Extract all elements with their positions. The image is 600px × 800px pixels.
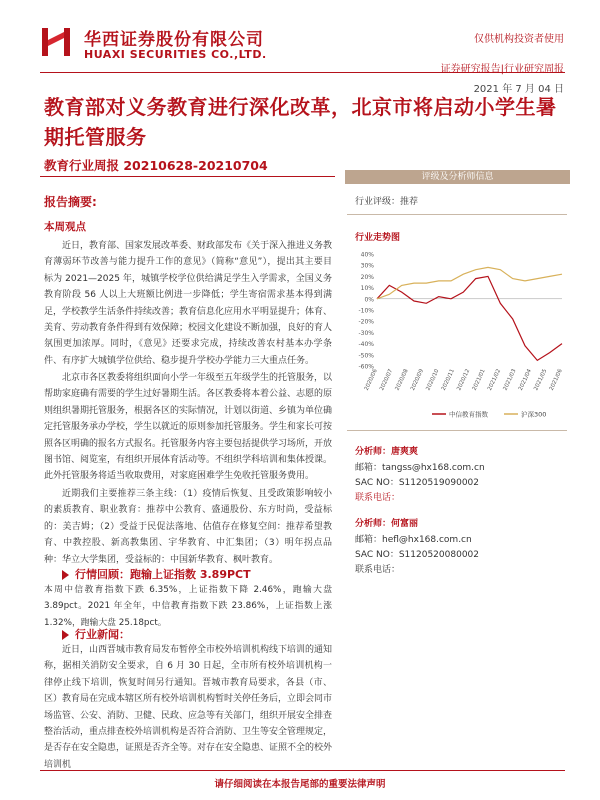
y-tick-label: -10% <box>358 307 374 315</box>
chart-label: 行业走势图 <box>355 233 401 243</box>
report-subtitle: 教育行业周报 20210628-20210704 <box>44 158 268 173</box>
week-view-label: 本周观点 <box>44 221 86 233</box>
y-tick-label: -20% <box>358 318 374 326</box>
analyst1-name: 分析师：唐爽爽 <box>355 447 419 457</box>
paragraph-3: 近期我们主要推荐三条主线：（1）疫情后恢复、且受政策影响较小的素质教育、职业教育：推荐中公教育、盛通股份、东方时尚，受益标的：美吉姆；（2）受益于民促法落地、估值存在修复空间：推荐希望教育、中教控股、新高教集团、宇华教育、中汇集团；（3）明年拐点品种：华立大学集团，受益标的：中国新华教育、枫叶教育。 <box>44 489 332 565</box>
industry-news-text: 近日，山西晋城市教育局发布暂停全市校外培训机构线下培训的通知称，据相关消防安全要求，自 6 月 30 日起，全市所有校外培训机构一律停止线下培训，恢复时间另行通知。晋城市教育局要求，各县（市、区）教育局在完成本辖区所有校外培训机构暂时关停任务后，立即会同市场监管、公安、消防、卫健、民政、应急等有关部门，组织开展安全排查整治活动，重点排查校外培训机构是否符合消防、卫生等安全管理规定，是否存在安全隐患，证照是否齐全等。对存在安全隐患、证照不全的校外培训机 <box>44 645 333 770</box>
legend-label: 沪深300 <box>521 410 547 419</box>
x-tick-label: 2021/01 <box>471 368 487 392</box>
analyst2-email: 邮箱：hefl@hx168.com.cn <box>355 535 472 545</box>
industry-trend-chart <box>347 248 570 423</box>
market-review-heading: 行情回顾：跑输上证指数 3.89PCT <box>62 566 251 582</box>
report-category: 证券研究报告|行业研究周报 <box>440 64 564 75</box>
y-tick-label: -60% <box>358 363 374 371</box>
y-tick-label: 20% <box>360 273 374 281</box>
side-divider <box>347 214 567 215</box>
x-tick-label: 2020/09 <box>409 368 426 392</box>
x-tick-label: 2021/05 <box>533 368 549 392</box>
report-date: 2021 年 7 月 04 日 <box>473 84 564 95</box>
legend-label: 中信教育指数 <box>449 410 488 419</box>
arrow-icon <box>62 630 69 640</box>
analyst1-sac: SAC NO：S1120519090002 <box>355 478 479 488</box>
summary-label: 报告摘要: <box>44 195 97 209</box>
analyst2-name: 分析师：何富丽 <box>355 519 419 529</box>
arrow-icon <box>62 570 69 580</box>
y-tick-label: -40% <box>358 341 374 349</box>
company-name-en: HUAXI SECURITIES CO.,LTD. <box>84 48 267 61</box>
analyst2-phone: 联系电话： <box>355 565 401 575</box>
x-tick-label: 2021/02 <box>487 368 503 392</box>
x-tick-label: 2020/08 <box>394 368 410 392</box>
report-title: 教育部对义务教育进行深化改革，北京市将启动小学生暑期托管服务 <box>44 95 557 149</box>
distribution-note: 仅供机构投资者使用 <box>474 34 564 45</box>
side-divider <box>347 430 567 431</box>
legal-notice: 请仔细阅读在本报告尾部的重要法律声明 <box>214 779 386 790</box>
paragraph-1: 近日，教育部、国家发展改革委、财政部发布《关于深入推进义务教育薄弱环节改善与能力提升工作的意见》（简称“意见”），提出其主要目标为 2021—2025 年，城镇学校学位供给满足学生入学需求，全国义务教育阶段 56 人以上大班额比例进一步降低；学生寄宿需求基本得到满足，学校教学生活条件持续改善；教育信息化应用水平明显提升；体育、美育、劳动教育条件得到有效保障；校园文化建设不断加强，良好的育人氛围更加浓厚。同时，《意见》还要求完成，持续改善农村基本办学条件、有序扩大城镇学位供给、稳步提升学校办学能力三大重点任务。 <box>44 241 333 366</box>
x-tick-label: 2021/03 <box>502 368 518 392</box>
title-divider <box>40 176 335 177</box>
y-tick-label: 10% <box>360 285 374 293</box>
series-line <box>377 276 562 360</box>
company-name-cn: 华西证券股份有限公司 <box>84 30 264 50</box>
x-tick-label: 2021/04 <box>517 368 533 392</box>
analyst1-email: 邮箱：tangss@hx168.com.cn <box>355 463 485 473</box>
y-tick-label: 30% <box>360 262 374 270</box>
industry-news-heading: 行业新闻： <box>62 626 130 642</box>
x-tick-label: 2020/06 <box>363 368 379 392</box>
company-logo <box>40 26 72 58</box>
x-tick-label: 2020/11 <box>440 368 456 392</box>
analyst1-phone: 联系电话： <box>355 493 401 503</box>
x-tick-label: 2021/06 <box>548 368 564 392</box>
x-tick-label: 2020/07 <box>379 368 395 392</box>
analyst2-sac: SAC NO：S1120520080002 <box>355 550 479 560</box>
footer-divider <box>40 770 565 771</box>
y-tick-label: 0% <box>364 296 374 304</box>
y-tick-label: 40% <box>360 251 374 259</box>
x-tick-label: 2020/10 <box>425 368 441 392</box>
market-review-text: 本周中信教育指数下跌 6.35%，上证指数下降 2.46%，跑输大盘 3.89pct。2021 年全年，中信教育指数下跌 23.86%，上证指数上涨 1.32%，跑输大盘 25.18pct。 <box>44 585 332 628</box>
paragraph-2: 北京市各区教委将组织面向小学一年级至五年级学生的托管服务，以帮助家庭确有需要的学生过好暑期生活。各区教委将本着公益、志愿的原则组织暑期托管服务，根据各区的实际情况，计划以街道、乡镇为单位确定托管服务承办学校，学生以就近的原则参加托管服务。学生和家长可按照各区明确的报名方式报名。托管服务内容主要包括提供学习场所，开放图书馆、阅览室，有组织开展体育活动等。不组织学科培训和集体授课。此外托管服务将适当收取费用，对家庭困难学生免收托管服务费用。 <box>44 373 333 482</box>
industry-rating: 行业评级：推荐 <box>355 197 419 207</box>
y-tick-label: -30% <box>358 329 374 337</box>
y-tick-label: -50% <box>358 352 374 360</box>
x-tick-label: 2020/12 <box>456 368 472 392</box>
rating-analyst-bar: 评级及分析师信息 <box>345 170 570 184</box>
